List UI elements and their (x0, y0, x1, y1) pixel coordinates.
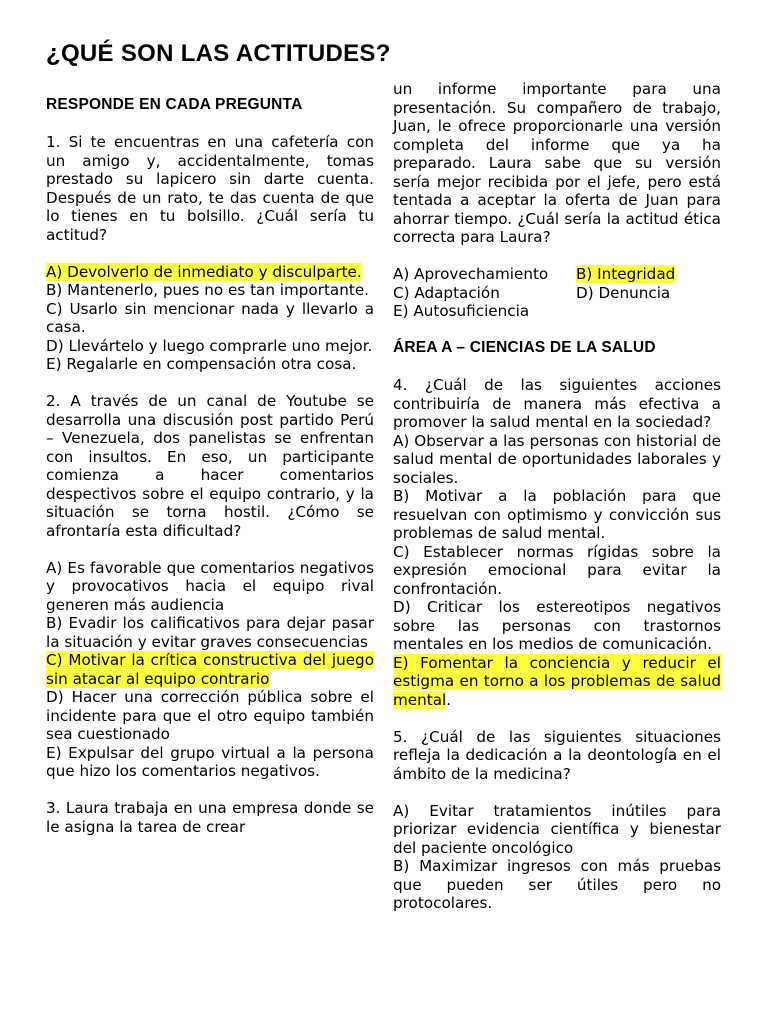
option-trailing-period: . (446, 690, 452, 709)
question-2-option-a[interactable]: A) Es favorable que comentarios negativos y provocativos hacia el equipo rival generen más audiencia (46, 558, 374, 614)
question-1-option-d[interactable]: D) Llevártelo y luego comprarle uno mejor. (46, 336, 373, 355)
question-4-text: 4. ¿Cuál de las siguientes acciones contribuiría de manera más efectiva a promover la salud mental en la sociedad? (393, 376, 721, 431)
question-4-options (393, 432, 721, 710)
question-4-option-c[interactable]: C) Establecer normas rígidas sobre la expresión emocional para evitar la confrontación. (393, 542, 721, 598)
question-3-option-b[interactable] (576, 265, 721, 284)
right-column (393, 80, 721, 931)
question-4-option-e[interactable] (393, 654, 721, 710)
question-2-option-d[interactable]: D) Hacer una corrección pública sobre el incidente para que el otro equipo también sea cuestionado (46, 688, 374, 743)
question-3-text-continued: un informe importante para una presentación. Su compañero de trabajo, Juan, le ofrece proporcionarle una versión completa del informe que ya ha preparado. Laura sabe que su versión sería mejor recibida por el jefe, pero está tentada a aceptar la oferta de Juan para ahorrar tiempo. ¿Cuál sería la actitud ética correcta para Laura? (393, 80, 721, 246)
highlighted-answer: B) Integridad (576, 265, 676, 283)
question-3-option-e[interactable]: E) Autosuficiencia (393, 302, 530, 320)
question-3-text-start: 3. Laura trabaja en una empresa donde se le asigna la tarea de crear (46, 799, 374, 836)
section-heading: ÁREA A – CIENCIAS DE LA SALUD (393, 339, 656, 356)
page-title: ¿QUÉ SON LAS ACTITUDES? (46, 40, 391, 67)
question-5-options (393, 802, 721, 913)
question-2-option-c[interactable] (46, 651, 374, 688)
question-2-option-e[interactable]: E) Expulsar del grupo virtual a la persona que hizo los comentarios negativos. (46, 743, 374, 780)
question-1-option-e[interactable]: E) Regalarle en compensación otra cosa. (46, 355, 357, 373)
question-1-option-a[interactable] (46, 263, 374, 282)
highlighted-answer: C) Motivar la crítica constructiva del juego sin atacar al equipo contrario (46, 651, 374, 688)
question-3-option-d[interactable]: D) Denuncia (576, 283, 671, 302)
question-2-text: 2. A través de un canal de Youtube se desarrolla una discusión post partido Perú – Venezuela, dos panelistas se enfrentan con insultos. En eso, un participante comienza a hacer comentarios despectivos sobre el equipo contrario, y la situación se torna hostil. ¿Cómo se afrontaría esta dificultad? (46, 392, 374, 540)
highlighted-answer: A) Devolverlo de inmediato y disculparte. (46, 262, 362, 281)
question-4-option-d[interactable]: D) Criticar los estereotipos negativos sobre las personas con trastornos mentales en los medios de comunicación. (393, 598, 721, 653)
question-1-options (46, 263, 374, 374)
instructions-heading: RESPONDE EN CADA PREGUNTA (46, 96, 303, 113)
question-1-text: 1. Si te encuentras en una cafetería con un amigo y, accidentalmente, tomas prestado su lapicero sin darte cuenta. Después de un rato, te das cuenta de que lo tienes en tu bolsillo. ¿Cuál sería tu actitud? (46, 133, 374, 244)
question-3-option-c[interactable]: C) Adaptación (393, 283, 500, 302)
highlighted-answer: E) Fomentar la conciencia y reducir el estigma en torno a los problemas de salud mental (393, 653, 721, 709)
question-3-options (393, 265, 721, 321)
question-4-option-b[interactable]: B) Motivar a la población para que resuelvan con optimismo y convicción sus problemas de salud mental. (393, 487, 721, 542)
question-5-option-b[interactable]: B) Maximizar ingresos con más pruebas que pueden ser útiles pero no protocolares. (393, 857, 721, 912)
left-column (46, 96, 374, 855)
question-5-text: 5. ¿Cuál de las siguientes situaciones refleja la dedicación a la deontología en el ámbito de la medicina? (393, 727, 721, 783)
question-2-options (46, 559, 374, 781)
question-1-option-b[interactable]: B) Mantenerlo, pues no es tan importante. (46, 281, 369, 299)
question-1-option-c[interactable]: C) Usarlo sin mencionar nada y llevarlo a casa. (46, 299, 374, 336)
question-3-option-a[interactable]: A) Aprovechamiento (393, 265, 549, 283)
question-2-option-b[interactable]: B) Evadir los calificativos para dejar pasar la situación y evitar graves consecuencias (46, 614, 374, 651)
question-4-option-a[interactable]: A) Observar a las personas con historial de salud mental de oportunidades laborales y sociales. (393, 431, 721, 487)
question-5-option-a[interactable]: A) Evitar tratamientos inútiles para priorizar evidencia científica y bienestar del paciente oncológico (393, 801, 721, 857)
